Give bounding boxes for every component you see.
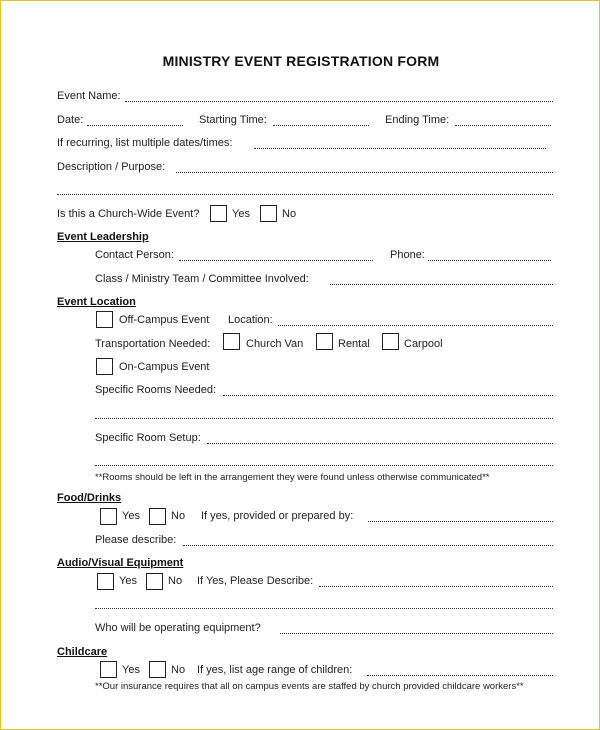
description-field-line-2[interactable] [57, 194, 553, 195]
class-team-field[interactable] [330, 284, 553, 285]
form-title: MINISTRY EVENT REGISTRATION FORM [162, 53, 440, 69]
room-setup-field-line-2[interactable] [95, 465, 553, 466]
childcare-yes-label: Yes [122, 664, 140, 676]
church-wide-no-label: No [282, 208, 297, 220]
on-campus-checkbox[interactable] [96, 358, 113, 375]
rooms-needed-field[interactable] [223, 395, 553, 396]
av-no-label: No [168, 575, 183, 587]
contact-person-field[interactable] [179, 260, 373, 261]
church-wide-no-checkbox[interactable] [260, 205, 277, 222]
phone-field[interactable] [428, 260, 551, 261]
childcare-age-label: If yes, list age range of children: [197, 664, 353, 676]
church-van-checkbox[interactable] [223, 333, 240, 350]
childcare-no-label: No [171, 664, 186, 676]
starting-time-label: Starting Time: [199, 114, 267, 126]
rooms-needed-field-line-2[interactable] [95, 418, 553, 419]
food-no-label: No [171, 510, 186, 522]
phone-label: Phone: [390, 249, 425, 261]
food-provided-label: If yes, provided or prepared by: [201, 510, 354, 522]
contact-person-label: Contact Person: [95, 249, 174, 261]
food-describe-label: Please describe: [95, 534, 177, 546]
av-yes-checkbox[interactable] [97, 573, 114, 590]
leadership-heading: Event Leadership [57, 231, 149, 243]
av-yes-label: Yes [119, 575, 137, 587]
av-describe-field[interactable] [319, 586, 553, 587]
description-label: Description / Purpose: [57, 161, 166, 173]
food-heading: Food/Drinks [57, 492, 122, 504]
starting-time-field[interactable] [273, 125, 369, 126]
childcare-note: **Our insurance requires that all on campus events are staffed by church provided childcare workers** [95, 681, 524, 692]
off-campus-checkbox[interactable] [96, 311, 113, 328]
location-label: Location: [228, 314, 273, 326]
rental-checkbox[interactable] [316, 333, 333, 350]
church-wide-yes-checkbox[interactable] [210, 205, 227, 222]
description-field[interactable] [176, 172, 553, 173]
transportation-label: Transportation Needed: [95, 338, 211, 350]
carpool-label: Carpool [404, 338, 443, 350]
recurring-field[interactable] [254, 148, 546, 149]
food-no-checkbox[interactable] [149, 508, 166, 525]
childcare-yes-checkbox[interactable] [100, 661, 117, 678]
carpool-checkbox[interactable] [382, 333, 399, 350]
ending-time-field[interactable] [455, 125, 551, 126]
av-operator-field[interactable] [280, 633, 553, 634]
on-campus-label: On-Campus Event [119, 361, 210, 373]
rooms-note: **Rooms should be left in the arrangement they were found unless otherwise communicated** [95, 472, 490, 483]
childcare-heading: Childcare [57, 646, 108, 658]
childcare-age-field[interactable] [367, 675, 553, 676]
ending-time-label: Ending Time: [385, 114, 450, 126]
childcare-no-checkbox[interactable] [149, 661, 166, 678]
class-team-label: Class / Ministry Team / Committee Involved: [95, 273, 309, 285]
room-setup-label: Specific Room Setup: [95, 432, 201, 444]
date-label: Date: [57, 114, 84, 126]
location-field[interactable] [278, 325, 553, 326]
av-describe-field-line-2[interactable] [95, 608, 553, 609]
rental-label: Rental [338, 338, 370, 350]
location-heading: Event Location [57, 296, 136, 308]
food-yes-checkbox[interactable] [100, 508, 117, 525]
date-field[interactable] [87, 125, 183, 126]
food-yes-label: Yes [122, 510, 140, 522]
church-wide-label: Is this a Church-Wide Event? [57, 208, 200, 220]
av-describe-label: If Yes, Please Describe: [197, 575, 314, 587]
rooms-needed-label: Specific Rooms Needed: [95, 384, 217, 396]
food-provided-field[interactable] [368, 521, 553, 522]
church-van-label: Church Van [246, 338, 304, 350]
church-wide-yes-label: Yes [232, 208, 250, 220]
av-no-checkbox[interactable] [146, 573, 163, 590]
food-describe-field[interactable] [183, 545, 553, 546]
event-name-field[interactable] [125, 101, 553, 102]
recurring-label: If recurring, list multiple dates/times: [57, 137, 233, 149]
av-heading: Audio/Visual Equipment [57, 557, 184, 569]
av-operator-label: Who will be operating equipment? [95, 622, 261, 634]
off-campus-label: Off-Campus Event [119, 314, 210, 326]
event-name-label: Event Name: [57, 90, 121, 102]
room-setup-field[interactable] [207, 443, 553, 444]
